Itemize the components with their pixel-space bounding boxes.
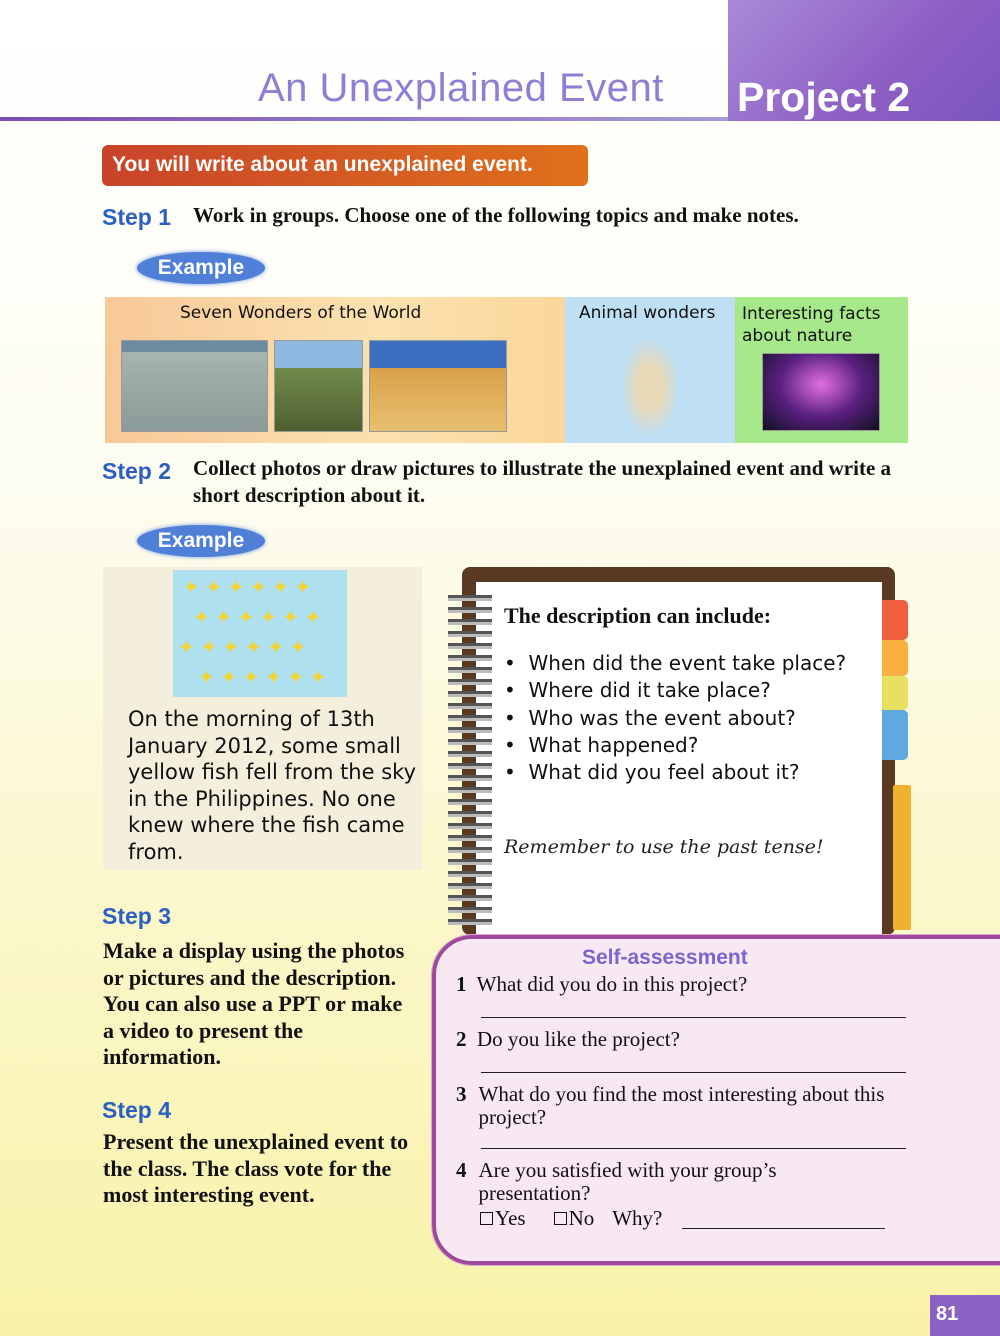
nazca-lines-photo [121,340,268,432]
topic-animal-wonders [565,297,735,443]
topic-label: Animal wonders [579,303,716,323]
why-label: Why? [612,1206,663,1230]
topic-label: Seven Wonders of the World [180,303,422,323]
notebook-heading: The description can include: [504,603,772,628]
project-label: Project 2 [737,74,911,120]
header-divider [0,117,728,121]
step1-text: Work in groups. Choose one of the following topics and make notes. [193,203,799,227]
step2-label: Step 2 [102,458,172,484]
yes-no-row [480,1207,662,1230]
example-badge: Example [137,525,265,557]
yes-checkbox[interactable] [480,1212,493,1225]
notebook-tab [882,640,908,676]
step4-label: Step 4 [102,1097,172,1123]
bullet-item: • When did the event take place? [504,651,847,675]
bullet-item: • Where did it take place? [504,678,771,703]
reminder-note: Remember to use the past tense! [504,836,824,858]
question-3: 3 What do you find the most interesting about this project? [456,1082,885,1129]
aurora-photo [762,353,880,431]
answer-line-1[interactable] [481,1017,906,1018]
notebook-tab [882,676,908,710]
answer-line-3[interactable] [481,1148,906,1149]
pencil-icon [893,785,911,930]
no-checkbox[interactable] [554,1212,567,1225]
answer-line-2[interactable] [481,1072,906,1073]
why-answer-line[interactable] [682,1228,885,1229]
topic-nature-facts [735,297,908,443]
step3-text: Make a display using the photos or pictures and the description. You can also use a PPT or make a video to present the information. [103,938,405,1069]
question-2: 2 Do you like the project? [456,1027,680,1051]
step3-label: Step 3 [102,903,172,929]
yes-label: Yes [495,1206,526,1230]
spiral-binding [448,595,492,925]
notebook-bullets [504,650,846,786]
objective-banner: You will write about an unexplained event. [102,145,588,186]
bullet-item: • Who was the event about? [504,705,796,730]
question-4: 4 Are you satisfied with your group’s presentation? [456,1158,777,1205]
example-description: On the morning of 13th January 2012, some small yellow fish fell from the sky in the Philippines. No one knew where the fish came from. [128,707,416,864]
pyramids-photo [369,340,507,432]
notebook-tab [882,600,908,640]
self-assessment-title: Self-assessment [582,946,748,969]
topic-label: Interesting facts about nature [742,304,881,346]
no-label: No [568,1206,595,1230]
question-1: 1 What did you do in this project? [456,972,748,996]
page-number: 81 [930,1295,1000,1336]
fish-illustration: ✦ ✦ ✦ ✦ ✦ ✦ ✦ ✦ ✦ ✦ ✦ ✦ ✦ ✦ ✦ ✦ ✦ ✦ ✦ ✦ ✦ ✦ ✦ ✦ [173,570,347,697]
step4-text: Present the unexplained event to the class. The class vote for the most interesting event. [103,1129,409,1207]
notebook-tab [882,710,908,760]
bullet-item: • What did you feel about it? [504,760,800,785]
page-title: An Unexplained Event [258,66,664,110]
example-badge: Example [137,252,265,284]
animal-illustration [620,337,680,437]
step1-label: Step 1 [102,204,172,230]
bullet-item: • What happened? [504,732,699,757]
step2-text: Collect photos or draw pictures to illustrate the unexplained event and write a short description about it. [193,456,892,507]
topic-seven-wonders [105,297,565,443]
moai-photo [274,340,363,432]
